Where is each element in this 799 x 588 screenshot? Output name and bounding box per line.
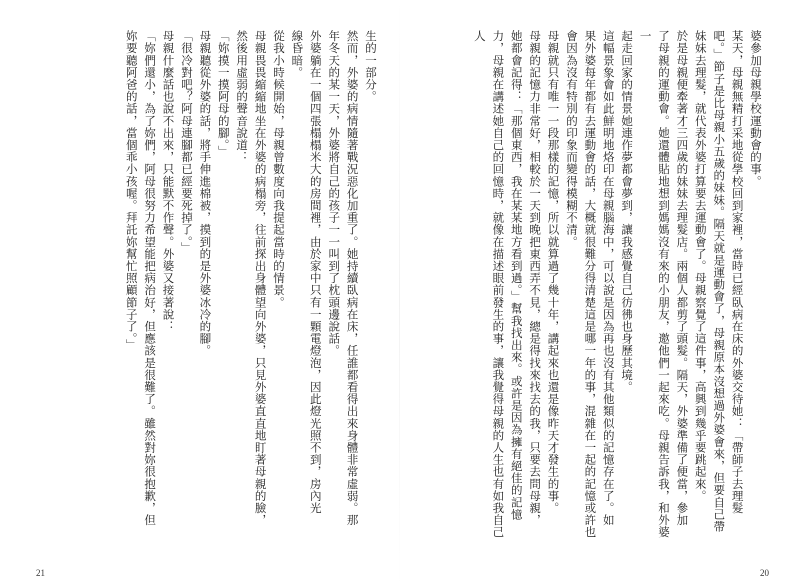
text-column: 從我小時候開始，母親曾數度向我提起當時的情景。 xyxy=(271,30,286,309)
text-column: 「很冷對吧？阿母連腳都已經要死掉了。」 xyxy=(179,30,194,255)
text-column: 吧。」節子是比母親小五歲的妹妹。隔天就是運動會了，母親原本沒想過外婆會來，但要自己帶 xyxy=(712,30,727,533)
text-column: 線昏暗。 xyxy=(290,30,305,79)
text-column: 妹妹去理髮，就代表外婆打算要去運動會了。母親察覺了這件事，高興到幾乎要跳起來。 xyxy=(693,30,708,502)
gutter-shadow xyxy=(399,0,400,588)
page-number-right: 20 xyxy=(760,568,769,578)
text-column: 母親什麼話也說不出來，只能默不作聲。外婆又接著說： xyxy=(161,30,176,333)
text-column: 妳要聽阿爸的話，當個乖小孩喔。拜託妳幫忙照顧節子了。」 xyxy=(124,30,139,351)
text-column: 母親的記憶力非常好，相較於一天到晚把東西弄不見，總是得找來找去的我，只要去問母親， xyxy=(528,30,543,527)
text-column: 「妳摸一摸阿母的腳。」 xyxy=(216,30,231,158)
text-column: 她都會記得：「那個東西，我在某某地方看到過。」幫我找出來。或許是因為擁有絕佳的記憶 xyxy=(509,30,524,521)
text-column: 母親就只有唯一一段那樣的記憶，所以就算過了幾十年，講起來也還是像昨天才發生的事。 xyxy=(546,30,561,514)
text-column: 會因為沒有特別的印象而變得模糊不清。 xyxy=(564,30,579,248)
text-column: 了母親的運動會。她還體貼地想到媽媽沒有來的小朋友，邀他們一起來吃。母親告訴我，和外婆一 xyxy=(638,30,671,539)
text-column: 母親畏畏縮縮地坐在外婆的病榻旁，往前探出身體望向外婆，只見外婆直直地盯著母親的臉， xyxy=(253,30,268,527)
text-column: 外婆躺在一個四張榻榻米大的房間裡，由於家中只有一顆電燈泡，因此燈光照不到，房內光 xyxy=(308,30,323,514)
text-column: 這幅景象會如此鮮明地烙印在母親腦海中，可以說是因為再也沒有其他類似的記憶存在了。如 xyxy=(601,30,616,527)
text-column: 婆參加母親學校運動會的事。 xyxy=(749,30,763,188)
text-column: 然後用虛弱的聲音說道： xyxy=(235,30,250,164)
text-column: 起走回家的情景她連作夢都會夢到，讓我感覺自己彷彿也身歷其境。 xyxy=(620,30,635,393)
text-column: 母親聽從外婆的話，將手伸進棉被，摸到的是外婆冰冷的腳。 xyxy=(198,30,213,357)
page-number-left: 21 xyxy=(36,568,45,578)
text-column: 年冬天的某一天，外婆將自己的孩子一一叫到了枕頭邊說話。 xyxy=(327,30,342,357)
text-column: 生的一部分。 xyxy=(364,30,378,103)
text-column: 「妳們還小，為了妳們，阿母很努力希望能把病治好，但應該是很難了。雖然對妳很抱歉，但 xyxy=(143,30,158,527)
right-page-text xyxy=(430,30,765,550)
text-column: 果外婆每年都有去運動會的話，大概就很難分得清楚這是哪一年的事，混雜在一起的記憶或許也 xyxy=(583,30,598,539)
text-column: 然而，外婆的病情隨著戰況惡化加重了。她持續臥病在床，任誰都看得出來身體非常虛弱。那 xyxy=(345,30,360,527)
left-page-text xyxy=(40,30,380,550)
text-column: 某天，母親無精打采地從學校回到家裡，當時已經臥病在床的外婆交待她：「帶師子去理髮 xyxy=(730,30,745,514)
text-column: 力，母親在講述她自己的回憶時，就像在描述眼前發生的事，讓我覺得母親的人生也有如我自己人 xyxy=(472,30,506,539)
text-column: 於是母親便牽著才三四歲的妹妹去理髮店。兩個人都剪了頭髮。隔天，外婆準備了便當，參加 xyxy=(675,30,690,527)
